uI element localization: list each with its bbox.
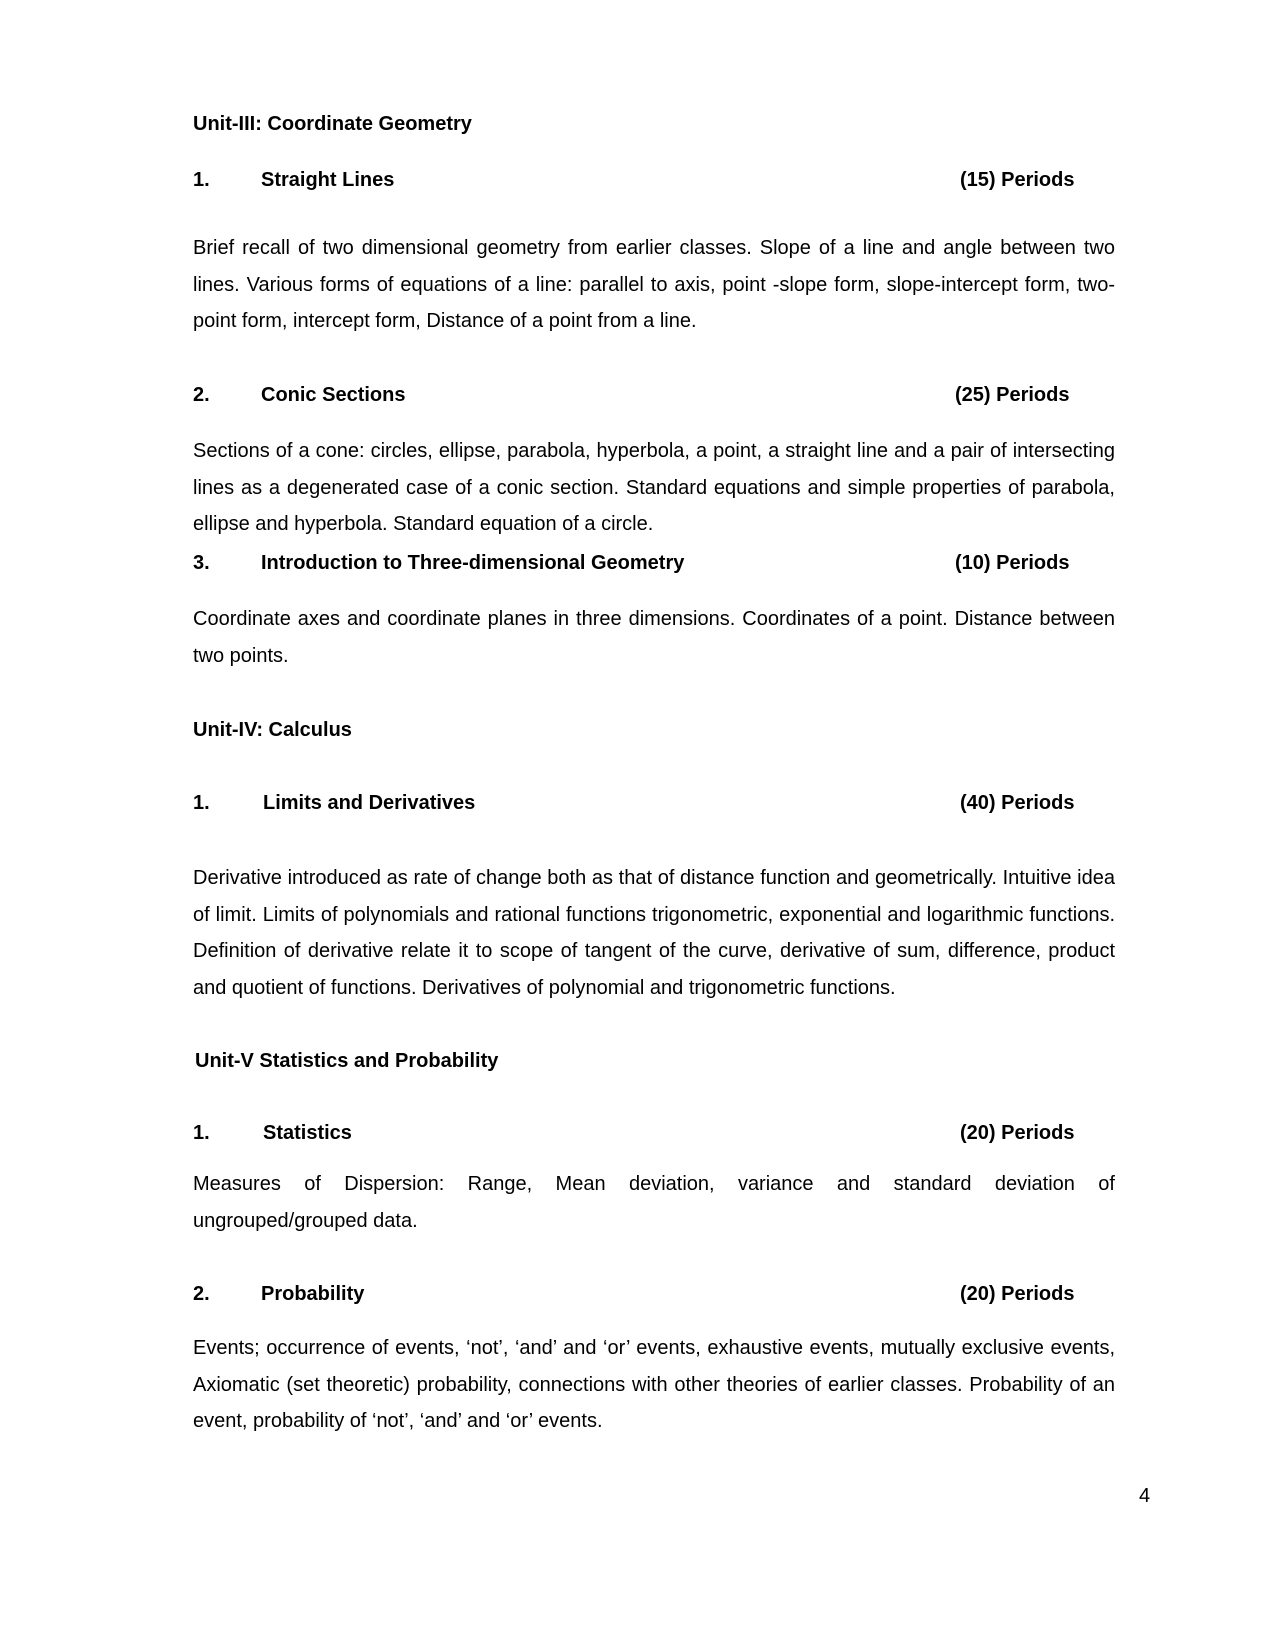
unit-heading: Unit-III: Coordinate Geometry <box>193 113 472 135</box>
topic-periods: (20) Periods <box>960 1283 1075 1305</box>
topic-title: Straight Lines <box>261 169 395 191</box>
topic-description: Events; occurrence of events, ‘not’, ‘and’ and ‘or’ events, exhaustive events, mutually exclusive events, Axiomatic (set theoretic) probability, connections with other theories of earlier classes. Probability of an event, probability of ‘not’, ‘and’ and ‘or’ events. <box>193 1337 1115 1433</box>
topic-number: 1. <box>193 1122 210 1144</box>
unit-heading: Unit-V Statistics and Probability <box>195 1050 499 1072</box>
topic-title: Limits and Derivatives <box>263 792 476 814</box>
topic-description: Coordinate axes and coordinate planes in three dimensions. Coordinates of a point. Distance between two points. <box>193 608 1115 667</box>
topic-periods: (15) Periods <box>960 169 1075 191</box>
topic-number: 1. <box>193 169 210 191</box>
topic-description: Measures of Dispersion: Range, Mean deviation, variance and standard deviation of ungrouped/grouped data. <box>193 1173 1115 1232</box>
topic-description: Derivative introduced as rate of change both as that of distance function and geometrically. Intuitive idea of limit. Limits of polynomials and rational functions trigonometric, exponential and logarithmic functions. Definition of derivative relate it to scope of tangent of the curve, derivative of sum, difference, product and quotient of functions. Derivatives of polynomial and trigonometric functions. <box>193 867 1115 1000</box>
topic-number: 1. <box>193 792 210 814</box>
topic-title: Introduction to Three-dimensional Geometry <box>261 552 685 574</box>
topic-periods: (40) Periods <box>960 792 1075 814</box>
topic-periods: (10) Periods <box>955 552 1070 574</box>
topic-number: 2. <box>193 384 210 406</box>
topic-title: Statistics <box>263 1122 352 1144</box>
topic-description: Brief recall of two dimensional geometry from earlier classes. Slope of a line and angle between two lines. Various forms of equations of a line: parallel to axis, point -slope form, slope-intercept form, two-point form, intercept form, Distance of a point from a line. <box>193 237 1115 333</box>
topic-title: Probability <box>261 1283 365 1305</box>
topic-periods: (20) Periods <box>960 1122 1075 1144</box>
topic-number: 2. <box>193 1283 210 1305</box>
unit-heading: Unit-IV: Calculus <box>193 719 352 741</box>
topic-title: Conic Sections <box>261 384 406 406</box>
topic-number: 3. <box>193 552 210 574</box>
topic-description: Sections of a cone: circles, ellipse, parabola, hyperbola, a point, a straight line and a pair of intersecting lines as a degenerated case of a conic section. Standard equations and simple properties of parabola, ellipse and hyperbola. Standard equation of a circle. <box>193 440 1115 536</box>
topic-periods: (25) Periods <box>955 384 1070 406</box>
page-number: 4 <box>1139 1485 1151 1507</box>
